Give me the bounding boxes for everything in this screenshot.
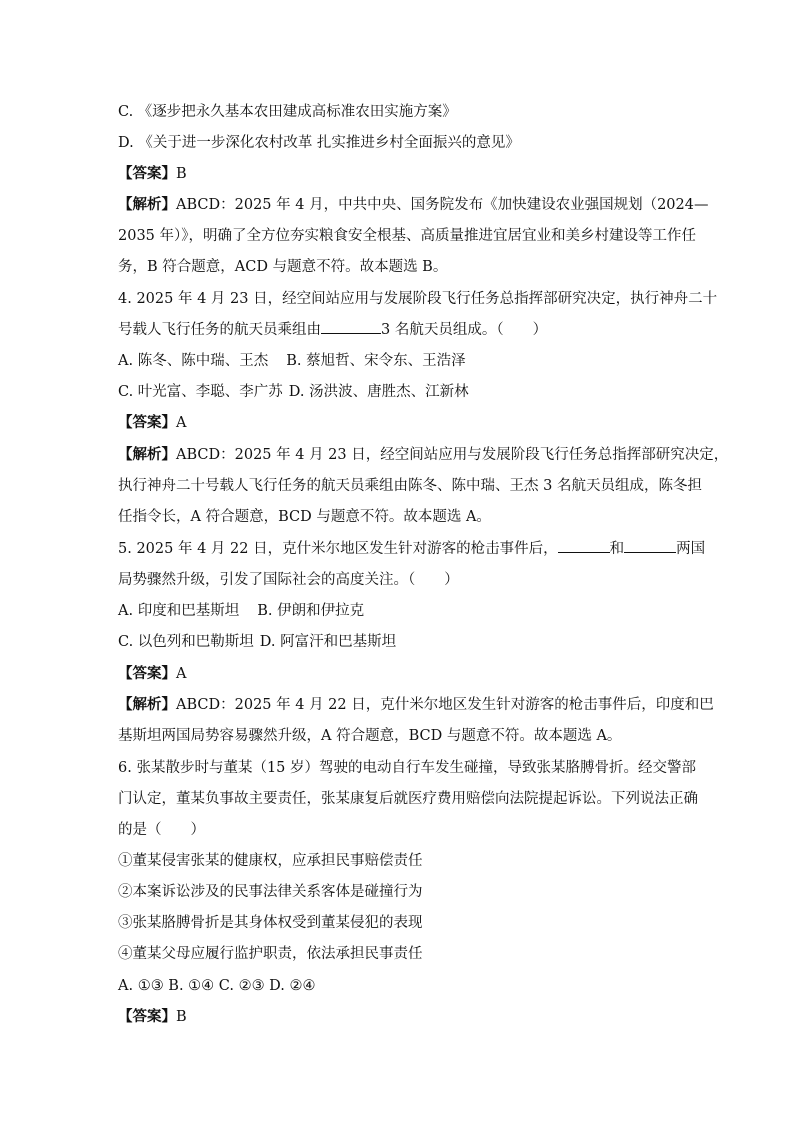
analysis-label: 【解析】	[118, 446, 176, 463]
question-text: 门认定，董某负事故主要责任，张某康复后就医疗费用赔偿向法院提起诉讼。下列说法正确	[118, 791, 698, 807]
options-text: A. ①③ B. ①④ C. ②③ D. ②④	[118, 978, 316, 994]
analysis-label: 【解析】	[118, 696, 176, 713]
q3-option-c-text: C. 《逐步把永久基本农田建成高标准农田实施方案》	[118, 104, 457, 120]
q5-answer	[118, 663, 688, 685]
answer-label: 【答案】	[118, 414, 176, 431]
question-text: 两国	[676, 541, 706, 557]
q4-answer	[118, 412, 688, 434]
answer-value: A	[176, 415, 187, 431]
analysis-text: 2035 年）》，明确了全方位夯实粮食安全根基、高质量推进宜居宜业和美乡村建设等工作任	[118, 228, 697, 244]
statement-text: ①董某侵害张某的健康权，应承担民事赔偿责任	[118, 853, 423, 869]
analysis-text: ABCD：2025 年 4 月 22 日，克什米尔地区发生针对游客的枪击事件后，印度和巴	[176, 697, 714, 713]
answer-value: B	[176, 166, 187, 182]
q3-analysis-line-3	[118, 256, 688, 278]
q6-stem-line-3	[118, 819, 688, 841]
analysis-text: 任指令长，A 符合题意，BCD 与题意不符。故本题选 A。	[118, 509, 491, 525]
q3-option-d	[118, 132, 688, 154]
statement-text: ③张某胳膊骨折是其身体权受到董某侵犯的表现	[118, 915, 423, 931]
option-a: A. 陈冬、陈中瑞、王杰	[118, 353, 269, 369]
option-c: C. 叶光富、李聪、李广苏	[118, 384, 283, 400]
question-text: 的是（ ）	[118, 822, 205, 838]
q3-option-d-text: D. 《关于进一步深化农村改革 扎实推进乡村全面振兴的意见》	[118, 135, 520, 151]
fill-blank	[624, 538, 676, 553]
answer-label: 【答案】	[118, 665, 176, 682]
option-c: C. 以色列和巴勒斯坦	[118, 634, 254, 650]
q5-stem-line-1	[118, 538, 706, 560]
fill-blank	[321, 319, 381, 334]
answer-label: 【答案】	[118, 165, 176, 182]
question-text: 局势骤然升级，引发了国际社会的高度关注。（ ）	[118, 572, 459, 588]
answer-label: 【答案】	[118, 1008, 176, 1025]
q4-options-row-2	[118, 381, 688, 403]
q6-statement-1	[118, 850, 688, 872]
statement-text: ②本案诉讼涉及的民事法律关系客体是碰撞行为	[118, 884, 423, 900]
q3-option-c	[118, 101, 688, 123]
answer-value: A	[176, 666, 187, 682]
q6-statement-4	[118, 943, 688, 965]
option-d: D. 汤洪波、唐胜杰、江新林	[288, 384, 469, 400]
q3-analysis-line-2	[118, 225, 697, 247]
q3-analysis-line-1	[118, 194, 709, 216]
question-text: 3 名航天员组成。（ ）	[381, 322, 548, 338]
q3-answer	[118, 163, 688, 185]
option-b: B. 蔡旭哲、宋令东、王浩泽	[286, 353, 466, 369]
analysis-text: 务，B 符合题意，ACD 与题意不符。故本题选 B。	[118, 259, 448, 275]
q6-options	[118, 975, 688, 997]
q6-stem-line-2	[118, 788, 698, 810]
q4-analysis-line-2	[118, 475, 702, 497]
q4-stem-line-2	[118, 319, 688, 341]
q6-stem-line-1	[118, 757, 696, 779]
q5-stem-line-2	[118, 569, 688, 591]
q6-answer	[118, 1006, 688, 1028]
question-text: 4. 2025 年 4 月 23 日，经空间站应用与发展阶段飞行任务总指挥部研究决定，执行神舟二十	[118, 291, 718, 307]
question-text: 号载人飞行任务的航天员乘组由	[118, 322, 321, 338]
q4-analysis-line-3	[118, 506, 688, 528]
q5-analysis-line-1	[118, 694, 714, 716]
question-text: 6. 张某散步时与董某（15 岁）驾驶的电动自行车发生碰撞，导致张某胳膊骨折。经交警部	[118, 760, 696, 776]
analysis-label: 【解析】	[118, 196, 176, 213]
analysis-text: 基斯坦两国局势容易骤然升级，A 符合题意，BCD 与题意不符。故本题选 A。	[118, 728, 622, 744]
statement-text: ④董某父母应履行监护职责，依法承担民事责任	[118, 946, 423, 962]
q5-options-row-2	[118, 631, 688, 653]
q4-stem-line-1	[118, 288, 718, 310]
q4-options-row-1	[118, 350, 688, 372]
option-b: B. 伊朗和伊拉克	[257, 603, 365, 619]
question-text: 5. 2025 年 4 月 22 日，克什米尔地区发生针对游客的枪击事件后，	[118, 541, 558, 557]
answer-value: B	[176, 1009, 187, 1025]
analysis-text: 执行神舟二十号载人飞行任务的航天员乘组由陈冬、陈中瑞、王杰 3 名航天员组成，陈冬担	[118, 478, 702, 494]
q6-statement-2	[118, 881, 688, 903]
analysis-text: ABCD：2025 年 4 月，中共中央、国务院发布《加快建设农业强国规划（2024—	[176, 197, 709, 213]
q5-analysis-line-2	[118, 725, 688, 747]
option-a: A. 印度和巴基斯坦	[118, 603, 240, 619]
q4-analysis-line-1	[118, 444, 729, 466]
q6-statement-3	[118, 912, 688, 934]
q5-options-row-1	[118, 600, 688, 622]
option-d: D. 阿富汗和巴基斯坦	[259, 634, 397, 650]
question-text: 和	[609, 541, 625, 557]
analysis-text: ABCD：2025 年 4 月 23 日，经空间站应用与发展阶段飞行任务总指挥部研究决定，	[176, 447, 729, 463]
fill-blank	[558, 538, 610, 553]
